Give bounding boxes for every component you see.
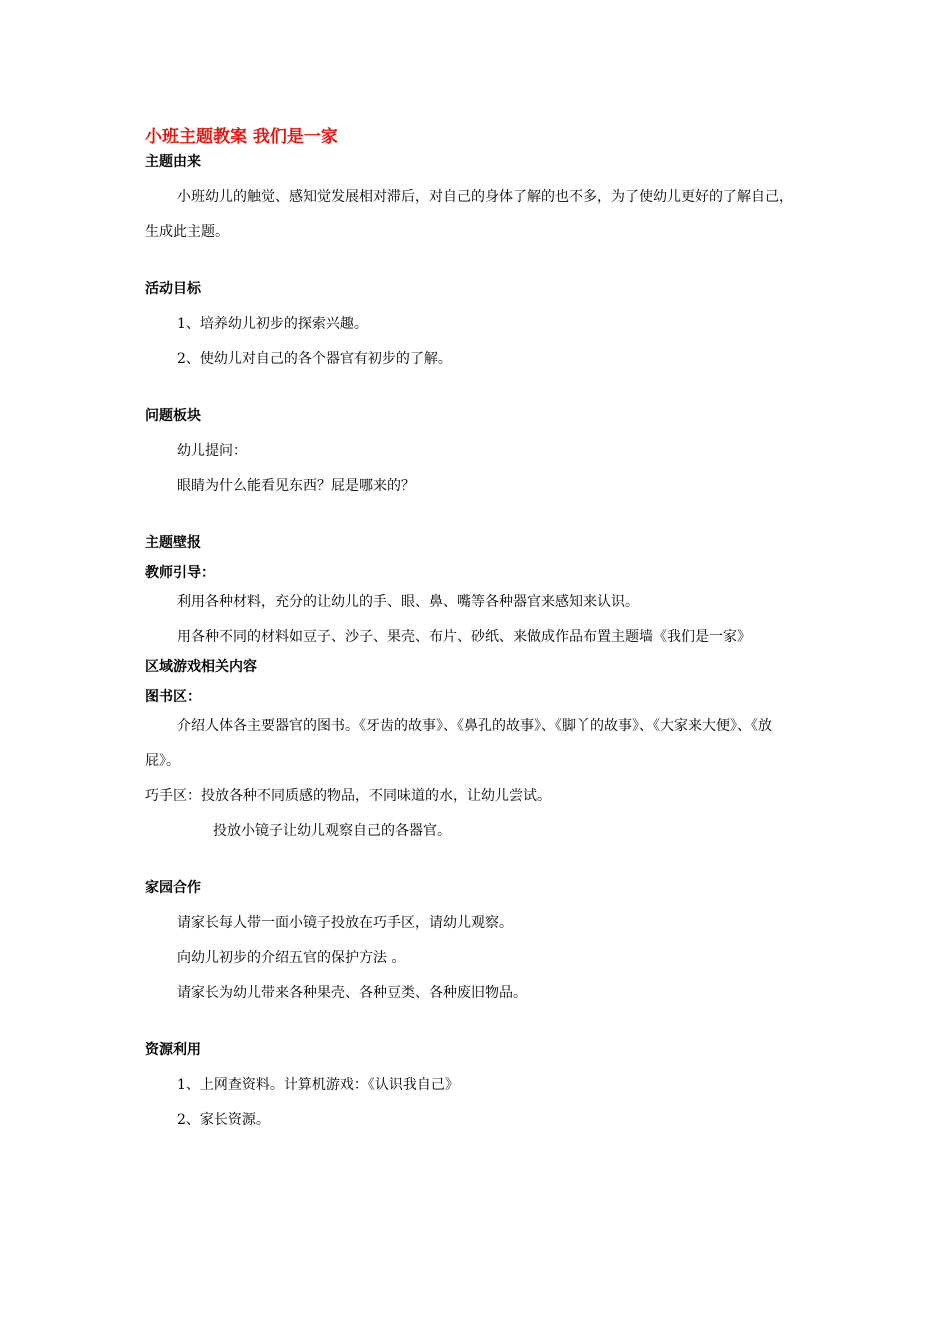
- section-heading-poster: 主题壁报: [145, 535, 201, 551]
- document-title: 小班主题教案 我们是一家: [145, 127, 338, 147]
- resource-item: 1、上网查资料。计算机游戏：《认识我自己》: [177, 1077, 459, 1093]
- resource-item: 2、家长资源。: [177, 1112, 270, 1128]
- section-heading-area-games: 区域游戏相关内容: [145, 659, 257, 675]
- section-heading-goals: 活动目标: [145, 281, 201, 297]
- question-line: 幼儿提问：: [177, 443, 247, 459]
- home-line: 请家长每人带一面小镜子投放在巧手区，请幼儿观察。: [177, 915, 513, 931]
- home-line: 向幼儿初步的介绍五官的保护方法 。: [177, 950, 406, 966]
- document-page: [145, 124, 805, 1138]
- home-line: 请家长为幼儿带来各种果壳、各种豆类、各种废旧物品。: [177, 985, 527, 1001]
- poster-line: 用各种不同的材料如豆子、沙子、果壳、布片、砂纸、来做成作品布置主题墙《我们是一家》: [177, 629, 751, 645]
- goal-item: 2、使幼儿对自己的各个器官有初步的了解。: [177, 351, 452, 367]
- question-line: 眼睛为什么能看见东西？屁是哪来的？: [177, 478, 415, 494]
- goal-item: 1、培养幼儿初步的探索兴趣。: [177, 316, 368, 332]
- library-text: 介绍人体各主要器官的图书。《牙齿的故事》、《鼻孔的故事》、《脚丫的故事》、《大家来大便》、《放屁》。: [145, 718, 772, 769]
- library-label: 图书区：: [145, 689, 201, 705]
- section-heading-origin: 主题由来: [145, 154, 201, 170]
- section-heading-questions: 问题板块: [145, 408, 201, 424]
- origin-text: 小班幼儿的触觉、感知觉发展相对滞后，对自己的身体了解的也不多，为了使幼儿更好的了解自己，生成此主题。: [145, 189, 793, 240]
- craft-text-2: 投放小镜子让幼儿观察自己的各器官。: [213, 823, 451, 839]
- craft-text: 巧手区：投放各种不同质感的物品，不同味道的水，让幼儿尝试。: [145, 788, 551, 804]
- section-heading-home: 家园合作: [145, 880, 201, 896]
- section-heading-resources: 资源利用: [145, 1042, 201, 1058]
- poster-line: 利用各种材料，充分的让幼儿的手、眼、鼻、嘴等各种器官来感知来认识。: [177, 594, 639, 610]
- poster-subheading: 教师引导：: [145, 565, 215, 581]
